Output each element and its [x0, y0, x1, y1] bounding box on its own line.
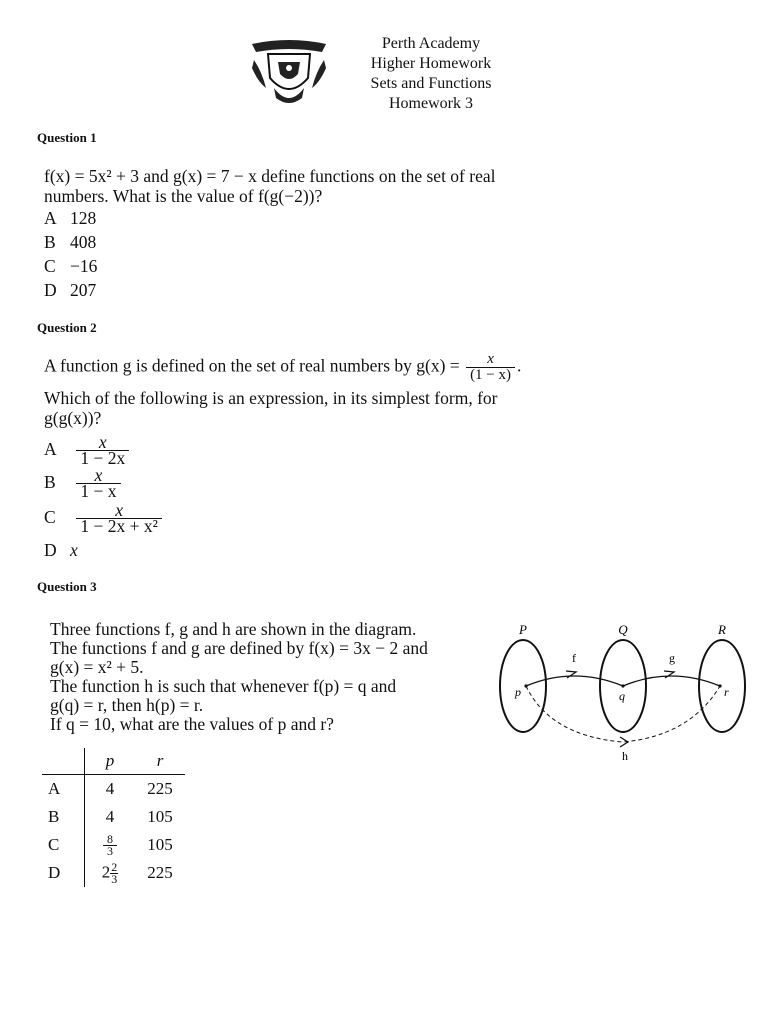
- question-3-line: g(q) = r, then h(p) = r.: [50, 695, 204, 715]
- table-row: [42, 775, 185, 804]
- question-1-option-d: [44, 280, 96, 301]
- option-value: 128: [70, 208, 97, 228]
- question-3-line: The function h is such that whenever f(p) = q and: [50, 676, 397, 696]
- option-letter: D: [44, 540, 57, 560]
- question-1-text: [44, 166, 495, 206]
- p-whole: 2: [101, 861, 111, 881]
- p-fraction: [110, 859, 118, 886]
- option-letter: C: [44, 506, 56, 527]
- table-header: p: [85, 748, 136, 775]
- p-fraction: [103, 831, 117, 858]
- fraction-denominator: 1 − 2x + x²: [76, 518, 162, 534]
- question-1-heading: Question 1: [37, 130, 97, 145]
- table-header: r: [135, 748, 185, 775]
- question-2-heading: Question 2: [37, 320, 97, 335]
- question-2-line-3: g(g(x))?: [44, 408, 102, 428]
- question-1-option-c: [44, 256, 97, 277]
- row-letter: C: [48, 835, 60, 854]
- course-name: Higher Homework: [370, 55, 492, 72]
- set-p-ellipse: [500, 640, 546, 732]
- table-row: [42, 831, 185, 859]
- arrow-f-head: [566, 671, 576, 678]
- set-r-ellipse: [699, 640, 745, 732]
- fraction-denominator: (1 − x): [466, 367, 515, 383]
- row-p: [85, 859, 136, 887]
- fraction-denominator: 3: [111, 871, 118, 886]
- row-p: [85, 831, 136, 859]
- question-1-line-1: f(x) = 5x² + 3 and g(x) = 7 − x define functions on the set of real: [44, 166, 496, 186]
- option-letter: C: [44, 256, 56, 276]
- option-letter: B: [44, 232, 56, 252]
- arrow-label-h: h: [622, 749, 628, 763]
- option-letter: A: [44, 438, 57, 459]
- school-crest-logo: [248, 38, 330, 108]
- option-value: x: [70, 540, 78, 560]
- arrow-f: [526, 676, 623, 686]
- option-value: 408: [70, 232, 97, 252]
- fraction-denominator: 1 − x: [76, 483, 120, 499]
- question-3-heading: Question 3: [37, 579, 97, 594]
- option-fraction: [76, 500, 162, 536]
- fraction-numerator: x: [98, 432, 107, 452]
- topic-name: Sets and Functions: [370, 75, 492, 92]
- question-3-line: Three functions f, g and h are shown in the diagram.: [50, 619, 417, 639]
- option-fraction: [76, 465, 120, 501]
- option-value: 207: [70, 280, 97, 300]
- question-2-text-a: A function g is defined on the set of real numbers by g(x) =: [44, 355, 460, 376]
- fraction-numerator: x: [487, 351, 494, 367]
- row-letter: D: [48, 863, 61, 882]
- page-header: [340, 34, 522, 114]
- point-label-q: q: [619, 689, 625, 703]
- option-letter: B: [44, 471, 56, 492]
- question-2-option-b: [44, 465, 123, 501]
- row-letter: B: [48, 807, 60, 826]
- set-label-p: P: [519, 622, 527, 637]
- table-header-row: [42, 748, 185, 775]
- set-label-q: Q: [618, 622, 628, 637]
- row-p: 4: [85, 775, 136, 804]
- row-letter: A: [48, 779, 61, 798]
- set-label-r: R: [718, 622, 726, 637]
- row-r: 225: [147, 779, 173, 798]
- fraction-numerator: 2: [111, 859, 118, 874]
- fraction-numerator: x: [115, 500, 124, 520]
- homework-title: Homework 3: [389, 95, 473, 112]
- question-2-line-2: Which of the following is an expression, in its simplest form, for: [44, 388, 498, 408]
- row-r: 105: [147, 807, 173, 826]
- point-label-p: p: [515, 685, 521, 699]
- arrow-g: [623, 676, 720, 686]
- school-name: Perth Academy: [381, 35, 481, 52]
- question-1-option-b: [44, 232, 96, 253]
- option-letter: A: [44, 208, 57, 228]
- table-row: [42, 859, 185, 887]
- option-fraction: [76, 432, 129, 468]
- arrow-g-head: [664, 671, 674, 678]
- arrow-label-f: f: [572, 651, 576, 665]
- option-value: −16: [70, 256, 98, 276]
- question-1-line-2: numbers. What is the value of f(g(−2))?: [44, 186, 323, 206]
- option-letter: D: [44, 280, 57, 300]
- fraction-denominator: 3: [103, 845, 117, 857]
- question-2-option-a: [44, 432, 131, 468]
- fraction-numerator: x: [94, 465, 103, 485]
- row-r: 225: [147, 863, 173, 882]
- table-row: [42, 803, 185, 831]
- answer-table: [42, 748, 185, 887]
- row-p: 4: [85, 803, 136, 831]
- function-mapping-diagram: [490, 618, 760, 768]
- question-2-line-1: A function g is defined on the set of real numbers by g(x) = $\frac{x}{(1 - x)}$ .: [44, 351, 522, 383]
- table-header: [42, 748, 85, 775]
- question-2-option-c: [44, 500, 164, 536]
- question-3-text: [50, 620, 428, 734]
- question-1-option-a: [44, 208, 96, 229]
- question-3-line: g(x) = x² + 5.: [50, 657, 144, 677]
- fraction-denominator: 1 − 2x: [76, 450, 129, 466]
- arrow-label-g: g: [669, 651, 675, 665]
- g-definition-fraction: [466, 352, 515, 383]
- question-3-line: The functions f and g are defined by f(x) = 3x − 2 and: [50, 638, 428, 658]
- row-r: 105: [147, 835, 173, 854]
- question-3-line: If q = 10, what are the values of p and r?: [50, 714, 334, 734]
- question-2-option-d: [44, 540, 78, 561]
- point-label-r: r: [724, 685, 729, 699]
- fraction-numerator: 8: [107, 831, 113, 846]
